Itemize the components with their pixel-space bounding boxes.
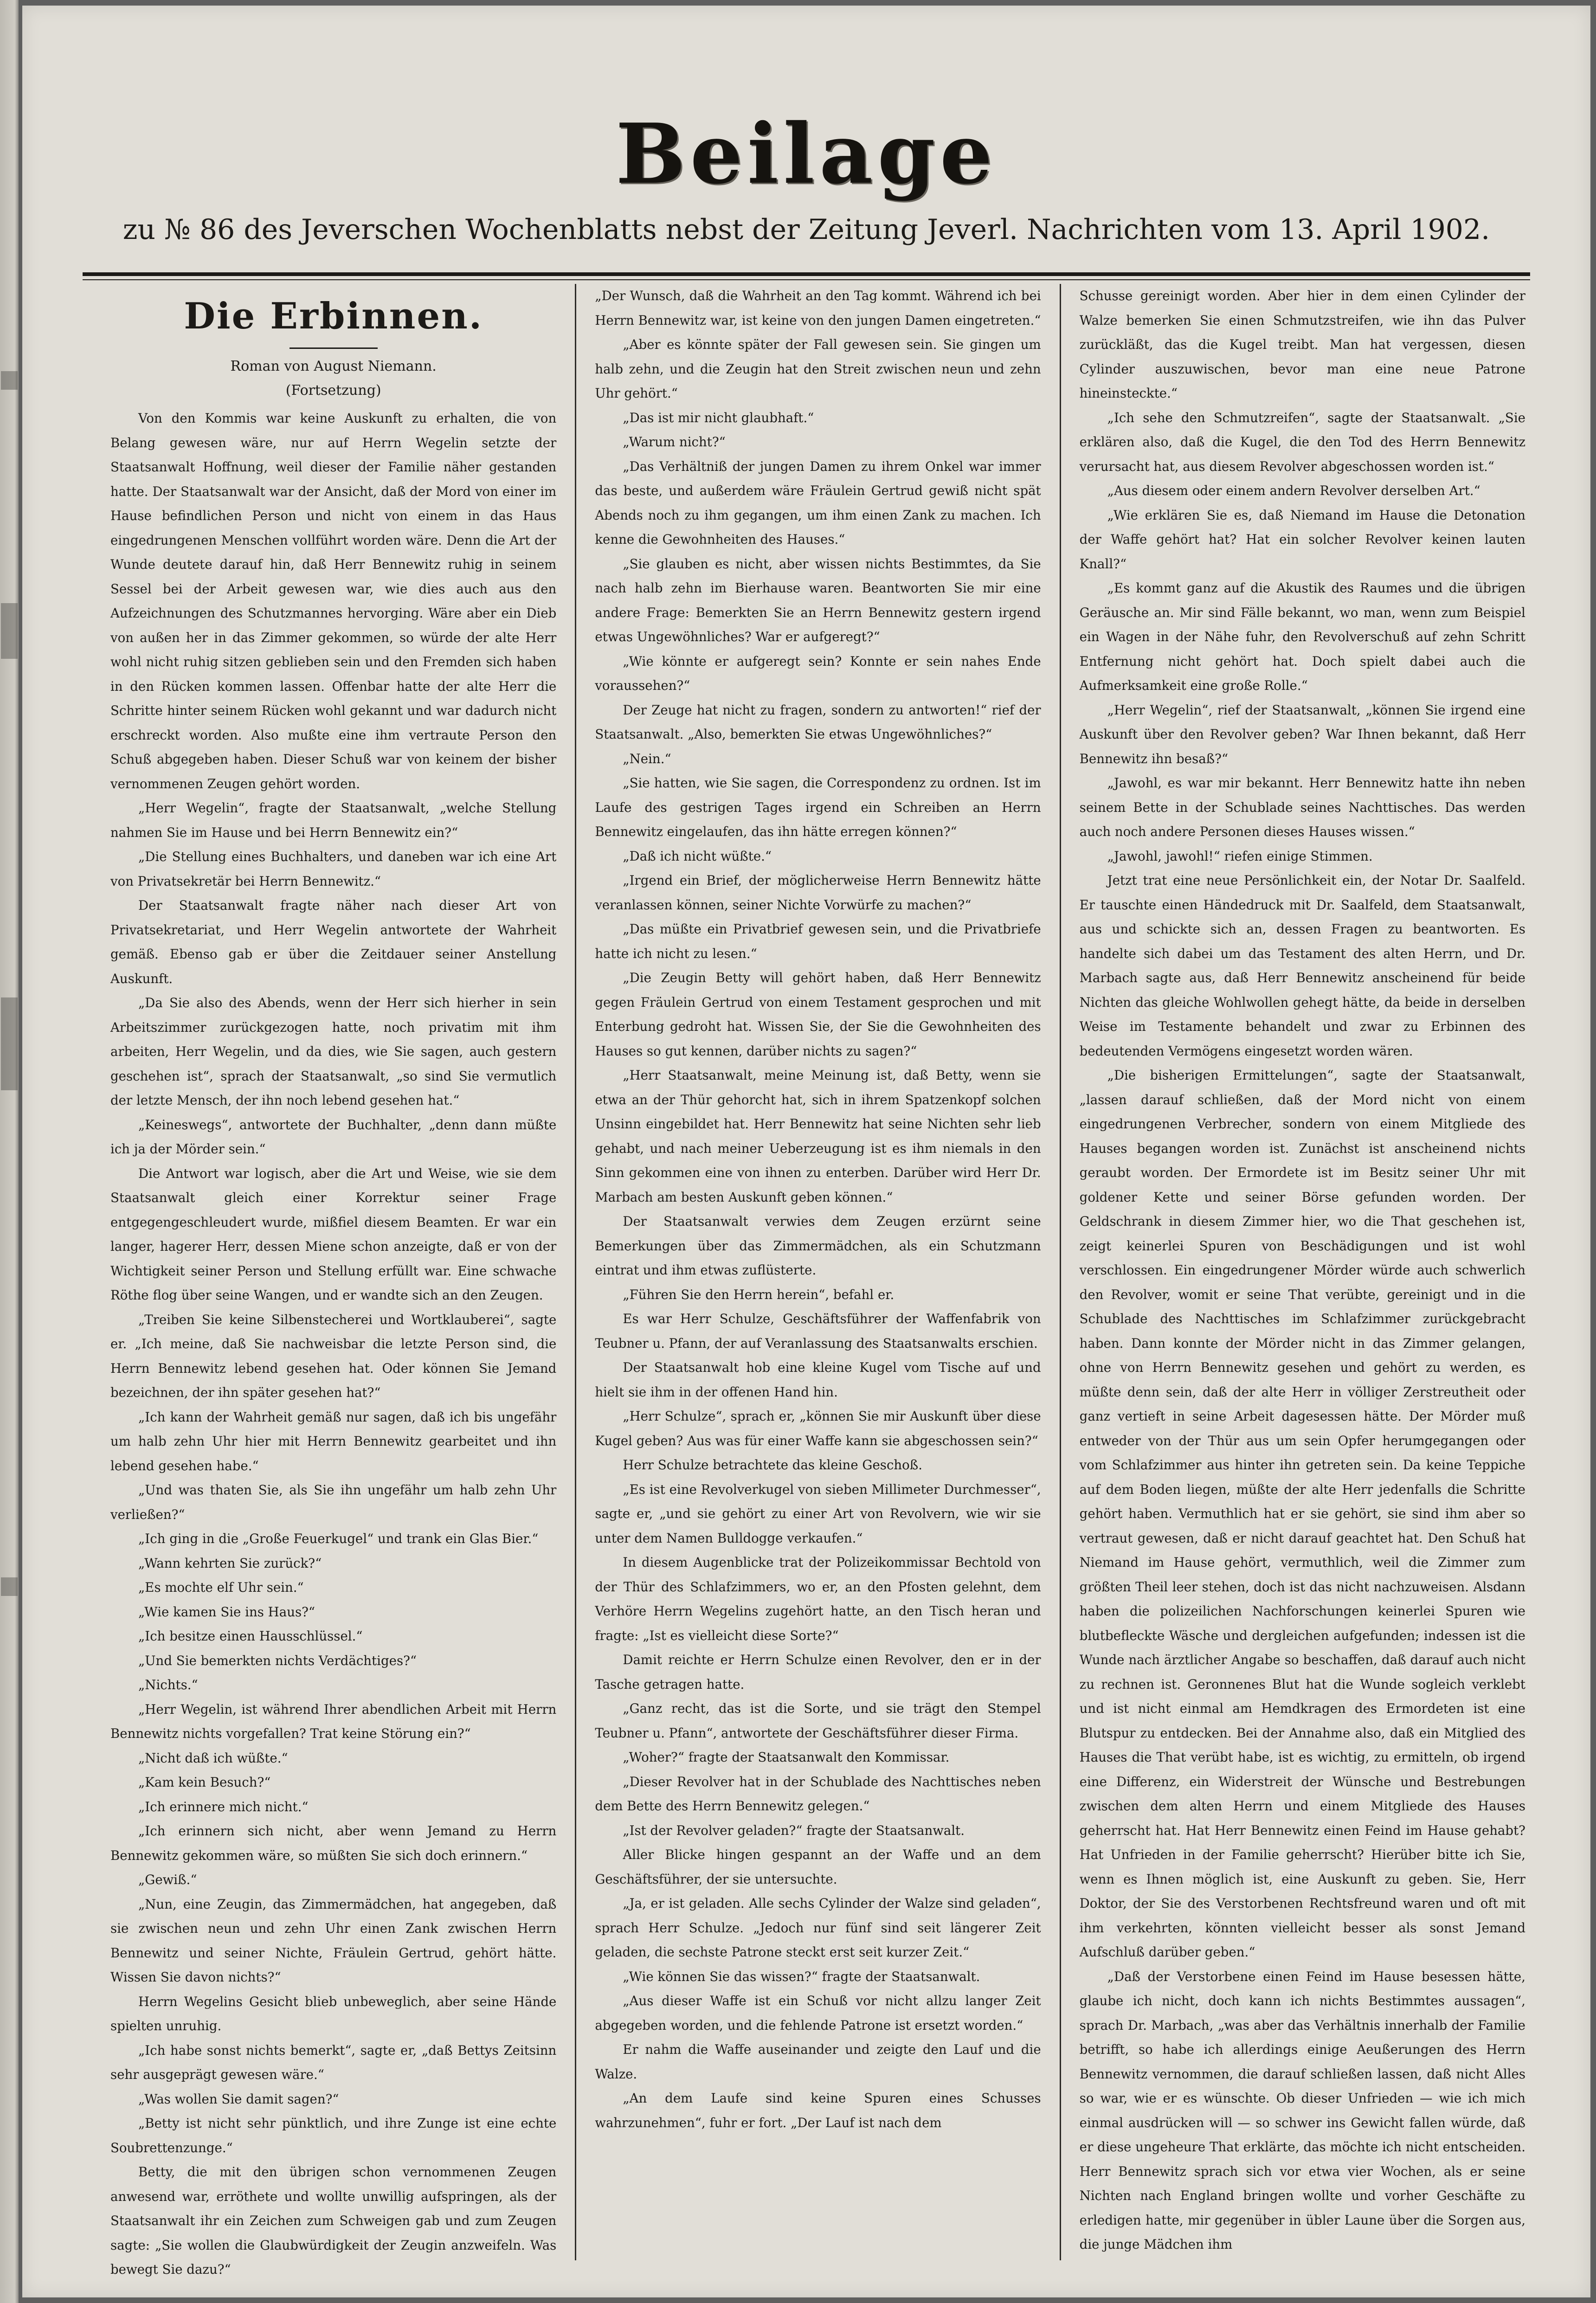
article-paragraph: „Betty ist nicht sehr pünktlich, und ihre Zunge ist eine echte Soubrettenzunge.“	[110, 2116, 557, 2155]
article-paragraph: „Die Stellung eines Buchhalters, und daneben war ich eine Art von Privatsekretär bei Herrn Bennewitz.“	[110, 849, 557, 889]
article-paragraph: „Kam kein Besuch?“	[138, 1775, 271, 1790]
article-paragraph: „Ich ging in die „Große Feuerkugel“ und trank ein Glas Bier.“	[138, 1531, 539, 1546]
page-edge-fragment	[1, 371, 18, 390]
article-paragraph: „Herr Wegelin, ist während Ihrer abendlichen Arbeit mit Herrn Bennewitz nichts vorgefallen? Trat keine Störung ein?“	[110, 1701, 557, 1741]
article-paragraph: Jetzt trat eine neue Persönlichkeit ein, der Notar Dr. Saalfeld. Er tauschte einen Händedruck mit Dr. Saalfeld, dem Staatsanwalt, aus und schickte sich an, dessen Fragen zu beantworten. Es handelte sich dabei um das Testament des alten Herrn, und Dr. Marbach sagte aus, daß Herr Bennewitz anscheinend für beide Nichten das gleiche Wohlwollen gehegt hätte, da beide in derselben Weise im Testamente behandelt und zwar zu Erbinnen des bedeutenden Vermögens eingesetzt worden wären.	[1079, 873, 1525, 1059]
article-paragraph: Der Staatsanwalt hob eine kleine Kugel vom Tische auf und hielt sie ihm in der offenen Hand hin.	[595, 1360, 1041, 1400]
issue-subline: zu № 86 des Jeverschen Wochenblatts nebst der Zeitung Jeverl. Nachrichten vom 13. April 1902.	[122, 213, 1490, 246]
page-edge-fragment	[1, 1577, 18, 1596]
page-header	[22, 6, 1590, 284]
article-paragraph: Der Zeuge hat nicht zu fragen, sondern zu antworten!“ rief der Staatsanwalt. „Also, bemerkten Sie etwas Ungewöhnliches?“	[595, 702, 1041, 742]
article-paragraph: „Wie kamen Sie ins Haus?“	[138, 1604, 315, 1620]
article-paragraph: „Ich sehe den Schmutzreifen“, sagte der Staatsanwalt. „Sie erklären also, daß die Kugel, die den Tod des Herrn Bennewitz verursacht hat, aus diesem Revolver abgeschossen worden ist.“	[1079, 410, 1525, 474]
title-rule	[290, 347, 378, 349]
article-paragraph: „Sie hatten, wie Sie sagen, die Correspondenz zu ordnen. Ist im Laufe des gestrigen Tages irgend ein Schreiben an Herrn Bennewitz eingelaufen, das ihn hätte erregen können?“	[595, 775, 1041, 839]
story-title: Die Erbinnen.	[184, 295, 483, 337]
header-rule-thin	[83, 279, 1530, 280]
text-column-3	[1060, 284, 1544, 2260]
text-column-1	[92, 284, 575, 2277]
article-paragraph: „Herr Staatsanwalt, meine Meinung ist, daß Betty, wenn sie etwa an der Thür gehorcht hat, sich in ihrem Spatzenkopf solchen Unsinn eingebildet hat. Herr Bennewitz hat seine Nichten sehr lieb gehabt, und nach meiner Ueberzeugung ist es ihm niemals in den Sinn gekommen eine von ihnen zu enterben. Darüber wird Herr Dr. Marbach am besten Auskunft geben können.“	[595, 1068, 1041, 1205]
article-paragraph: „Aus diesem oder einem andern Revolver derselben Art.“	[1107, 483, 1480, 498]
article-paragraph: „Und Sie bemerkten nichts Verdächtiges?“	[138, 1653, 417, 1668]
article-paragraph: Damit reichte er Herrn Schulze einen Revolver, den er in der Tasche getragen hatte.	[595, 1652, 1041, 1692]
article-paragraph: „Warum nicht?“	[623, 434, 726, 450]
article-paragraph: „Aber es könnte später der Fall gewesen sein. Sie gingen um halb zehn, und die Zeugin hat den Streit zwischen neun und zehn Uhr gehört.“	[595, 337, 1041, 401]
article-paragraph: „Ich kann der Wahrheit gemäß nur sagen, daß ich bis ungefähr um halb zehn Uhr hier mit Herrn Bennewitz gearbeitet und ihn lebend gesehen habe.“	[110, 1409, 557, 1473]
article-paragraph: „Das ist mir nicht glaubhaft.“	[623, 410, 814, 425]
article-paragraph: Der Staatsanwalt verwies dem Zeugen erzürnt seine Bemerkungen über das Zimmermädchen, als ein Schutzmann eintrat und ihm etwas zuflüsterte.	[595, 1214, 1041, 1278]
article-paragraph: „Die Zeugin Betty will gehört haben, daß Herr Bennewitz gegen Fräulein Gertrud von einem Testament gesprochen und mit Enterbung gedroht hat. Wissen Sie, der Sie die Gewohnheiten des Hauses so gut kennen, darüber nichts zu sagen?“	[595, 970, 1041, 1059]
article-paragraph: „Aus dieser Waffe ist ein Schuß vor nicht allzu langer Zeit abgegeben worden, und die fehlende Patrone ist ersetzt worden.“	[595, 1993, 1041, 2033]
newspaper-page	[22, 6, 1590, 2297]
article-paragraph: „Wie können Sie das wissen?“ fragte der Staatsanwalt.	[623, 1968, 980, 1984]
article-paragraph: „Gewiß.“	[138, 1872, 197, 1887]
article-paragraph: „Jawohl, jawohl!“ riefen einige Stimmen.	[1107, 848, 1373, 864]
article-paragraph: Er nahm die Waffe auseinander und zeigte den Lauf und die Walze.	[595, 2042, 1041, 2082]
article-paragraph: Betty, die mit den übrigen schon vernommenen Zeugen anwesend war, erröthete und wollte unwillig aufspringen, als der Staatsanwalt ihr ein Zeichen zum Schweigen gab und zum Zeugen sagte: „Sie wollen die Glaubwürdigkeit der Zeugin anzweifeln. Was bewegt Sie dazu?“	[110, 2164, 557, 2277]
article-paragraph: „Was wollen Sie damit sagen?“	[138, 2091, 339, 2107]
article-paragraph: „Dieser Revolver hat in der Schublade des Nachttisches neben dem Bette des Herrn Bennewitz gelegen.“	[595, 1774, 1041, 1814]
masthead-title: Beilage	[616, 105, 997, 202]
article-paragraph: Aller Blicke hingen gespannt an der Waffe und an dem Geschäftsführer, der sie untersuchte.	[595, 1847, 1041, 1887]
article-paragraph: Herr Schulze betrachtete das kleine Geschoß.	[623, 1457, 922, 1473]
article-paragraph: Es war Herr Schulze, Geschäftsführer der Waffenfabrik von Teubner u. Pfann, der auf Veranlassung des Staatsanwalts erschien.	[595, 1311, 1041, 1351]
article-paragraph: „Es mochte elf Uhr sein.“	[138, 1580, 304, 1595]
article-paragraph: „Daß ich nicht wüßte.“	[623, 848, 772, 864]
article-paragraph: Die Antwort war logisch, aber die Art und Weise, wie sie dem Staatsanwalt gleich einer Korrektur seiner Frage entgegengeschleudert wurde, mißfiel diesem Beamten. Er war ein langer, hagerer Herr, dessen Miene schon anzeigte, daß er von der Wichtigkeit seiner Person und Stellung erfüllt war. Eine schwache Röthe flog über seine Wangen, und er wandte sich an den Zeugen.	[110, 1165, 557, 1303]
article-paragraph: „Nein.“	[623, 751, 671, 766]
article-paragraph: „Daß der Verstorbene einen Feind im Hause besessen hätte, glaube ich nicht, doch kann ich nichts Bestimmtes aussagen“, sprach Dr. Marbach, „was aber das Verhältnis innerhalb der Familie betrifft, so habe ich allerdings einige Aeußerungen des Herrn Bennewitz vernommen, die darauf schließen lassen, daß nicht Alles so war, wie er es wünschte. Ob dieser Unfrieden — wie ich mich einmal ausdrücken will — so schwer ins Gewicht fallen würde, daß er diese ungeheure That erklärte, das möchte ich nicht entscheiden. Herr Bennewitz sprach sich vor etwa vier Wochen, als er seine Nichten nach England bringen wollte und vorher Geschäfte zu erledigen hatte, mir gegenüber in übler Laune über die Sorgen aus, die junge Mädchen ihm	[1079, 1968, 1525, 2252]
article-paragraph: „Und was thaten Sie, als Sie ihn ungefähr um halb zehn Uhr verließen?“	[110, 1482, 557, 1522]
article-paragraph: „Ist der Revolver geladen?“ fragte der Staatsanwalt.	[623, 1822, 965, 1838]
story-continuation: (Fortsetzung)	[285, 382, 381, 399]
article-paragraph: „Es ist eine Revolverkugel von sieben Millimeter Durchmesser“, sagte er, „und sie gehört zu einer Art von Revolvern, wie wir sie unter dem Namen Bulldogge verkaufen.“	[595, 1481, 1041, 1546]
article-paragraph: „Sie glauben es nicht, aber wissen nichts Bestimmtes, da Sie nach halb zehn im Bierhause waren. Beantworten Sie mir eine andere Frage: Bemerkten Sie an Herrn Bennewitz gestern irgend etwas Ungewöhnliches? War er aufgeregt?“	[595, 556, 1041, 644]
text-column-2	[575, 284, 1059, 2260]
article-paragraph: „Irgend ein Brief, der möglicherweise Herrn Bennewitz hätte veranlassen können, seiner Nichte Vorwürfe zu machen?“	[595, 873, 1041, 913]
article-columns	[92, 284, 1544, 2277]
article-paragraph: „Die bisherigen Ermittelungen“, sagte der Staatsanwalt, „lassen darauf schließen, daß der Mord nicht von einem eingedrungenen Verbrecher, sondern von einem Mitgliede des Hauses begangen worden ist. Zunächst ist anscheinend nichts geraubt worden. Der Ermordete ist im Besitz seiner Uhr mit goldener Kette und seiner Börse gefunden worden. Der Geldschrank in diesem Zimmer hier, wo die That geschehen ist, zeigt keinerlei Spuren von Beschädigungen und ist wohl verschlossen. Ein eingedrungener Mörder würde auch schwerlich den Revolver, womit er seine That verübte, gereinigt und in die Schublade des Nachttisches im Schlafzimmer zurückgebracht haben. Dann konnte der Mörder nicht in das Zimmer gelangen, ohne von Herrn Bennewitz gesehen und gehört zu werden, es müßte denn sein, daß der alte Herr in völliger Zerstreutheit oder ganz vertieft in seine Arbeit dagesessen hätte. Der Mörder muß entweder von der Thür aus um sein Opfer herumgegangen oder vom Schlafzimmer aus hinter ihn getreten sein. Da keine Teppiche auf dem Boden liegen, müßte der alte Herr jedenfalls die Schritte gehört haben. Vermuthlich hat er sie gehört, sie sind ihm aber so vertraut gewesen, daß er nicht darauf geachtet hat. Den Schuß hat Niemand im Hause gehört, vermuthlich, weil die Zimmer zum größten Theil leer stehen, doch ist das nicht nachzuweisen. Alsdann haben die polizeilichen Nachforschungen keinerlei Spuren wie blutbefleckte Wäsche und dergleichen aufgefunden; indessen ist die Wunde nach ärztlicher Angabe so beschaffen, daß darauf auch nicht zu rechnen ist. Geronnenes Blut hat die Wunde sogleich verklebt und ist nicht einmal am Hemdkragen des Ermordeten ist eine Blutspur zu entdecken. Bei der Annahme also, daß ein Mitglied des Hauses die That verübt habe, ist es wichtig, zu ermitteln, ob irgend eine Differenz, ein Widerstreit der Wünsche und Bestrebungen zwischen dem alten Herrn und einem Mitgliede des Hauses geherrscht hat. Hat Herr Bennewitz einen Feind im Hause gehabt? Hat Unfrieden in der Familie geherrscht? Hierüber bitte ich Sie, wenn es Ihnen möglich ist, eine Auskunft zu geben. Sie, Herr Doktor, der Sie des Verstorbenen Rechtsfreund waren und oft mit ihm verkehrten, könnten vielleicht besser als sonst Jemand Aufschluß darüber geben.“	[1079, 1068, 1525, 1960]
article-paragraph: „Nichts.“	[138, 1677, 198, 1692]
article-paragraph: „An dem Laufe sind keine Spuren eines Schusses wahrzunehmen“, fuhr er fort. „Der Lauf ist nach dem	[595, 2091, 1041, 2130]
article-paragraph: „Ich besitze einen Hausschlüssel.“	[138, 1628, 363, 1644]
article-paragraph: „Herr Wegelin“, fragte der Staatsanwalt, „welche Stellung nahmen Sie im Hause und bei Herrn Bennewitz ein?“	[110, 800, 557, 840]
article-paragraph: Herrn Wegelins Gesicht blieb unbeweglich, aber seine Hände spielten unruhig.	[110, 1994, 557, 2033]
header-rule	[83, 272, 1530, 276]
article-paragraph: „Ja, er ist geladen. Alle sechs Cylinder der Walze sind geladen“, sprach Herr Schulze. „Jedoch nur fünf sind seit längerer Zeit geladen, die sechste Patrone steckt erst seit kurzer Zeit.“	[595, 1896, 1041, 1960]
article-paragraph: „Es kommt ganz auf die Akustik des Raumes und die übrigen Geräusche an. Mir sind Fälle bekannt, wo man, wenn zum Beispiel ein Wagen in der Nähe fuhr, den Revolverschuß auf zehn Schritt Entfernung nicht gehört hat. Doch spielt dabei auch die Aufmerksamkeit eine große Rolle.“	[1079, 580, 1525, 693]
article-paragraph: Der Staatsanwalt fragte näher nach dieser Art von Privatsekretariat, und Herr Wegelin antwortete der Wahrheit gemäß. Ebenso gab er über die Zeitdauer seiner Anstellung Auskunft.	[110, 898, 557, 986]
previous-page-edge	[0, 0, 19, 2303]
article-paragraph: „Das Verhältniß der jungen Damen zu ihrem Onkel war immer das beste, und außerdem wäre Fräulein Gertrud gewiß nicht spät Abends noch zu ihm gegangen, um ihm einen Zank zu machen. Ich kenne die Gewohnheiten des Hauses.“	[595, 458, 1041, 547]
article-paragraph: „Ich erinnern sich nicht, aber wenn Jemand zu Herrn Bennewitz gekommen wäre, so müßten Sie sich doch erinnern.“	[110, 1823, 557, 1863]
article-paragraph: „Da Sie also des Abends, wenn der Herr sich hierher in sein Arbeitszimmer zurückgezogen hatte, noch privatim mit ihm arbeiten, Herr Wegelin, und da dies, wie Sie sagen, auch gestern geschehen ist“, sprach der Staatsanwalt, „so sind Sie vermutlich der letzte Mensch, der ihn noch lebend gesehen hat.“	[110, 995, 557, 1108]
page-edge-fragment	[1, 603, 18, 659]
article-paragraph: Von den Kommis war keine Auskunft zu erhalten, die von Belang gewesen wäre, nur auf Herrn Wegelin setzte der Staatsanwalt Hoffnung, weil dieser der Familie näher gestanden hatte. Der Staatsanwalt war der Ansicht, daß der Mord von einer im Hause befindlichen Person und nicht von einem in das Haus eingedrungenen Menschen vollführt worden wäre. Denn die Art der Wunde deutete darauf hin, daß Herr Bennewitz ruhig in seinem Sessel bei der Arbeit gewesen war, wie dies auch aus den Aufzeichnungen des Schutzmannes hervorging. Wäre aber ein Dieb von außen her in das Zimmer gekommen, so würde der alte Herr wohl nicht ruhig sitzen geblieben sein und den Fremden sich haben in den Rücken kommen lassen. Offenbar hatte der alte Herr die Schritte hinter seinem Rücken wohl gekannt und war dadurch nicht erschreckt worden. Also mußte eine ihm vertraute Person den Schuß abgegeben haben. Dieser Schuß war von keinem der bisher vernommenen Zeugen gehört worden.	[110, 411, 557, 791]
article-paragraph: „Woher?“ fragte der Staatsanwalt den Kommissar.	[623, 1750, 950, 1765]
story-heading	[110, 291, 556, 403]
page-edge-fragment	[1, 997, 18, 1090]
article-paragraph: „Keineswegs“, antwortete der Buchhalter, „denn dann müßte ich ja der Mörder sein.“	[110, 1117, 557, 1157]
article-paragraph: „Herr Schulze“, sprach er, „können Sie mir Auskunft über diese Kugel geben? Aus was für einer Waffe kann sie abgeschossen sein?“	[595, 1409, 1041, 1448]
article-paragraph: „Ich habe sonst nichts bemerkt“, sagte er, „daß Bettys Zeitsinn sehr ausgeprägt gewesen wäre.“	[110, 2042, 557, 2082]
article-paragraph: „Ganz recht, das ist die Sorte, und sie trägt den Stempel Teubner u. Pfann“, antwortete der Geschäftsführer dieser Firma.	[595, 1701, 1041, 1741]
article-paragraph: „Wie könnte er aufgeregt sein? Konnte er sein nahes Ende voraussehen?“	[595, 653, 1041, 693]
article-paragraph: „Treiben Sie keine Silbenstecherei und Wortklauberei“, sagte er. „Ich meine, daß Sie nachweisbar die letzte Person sind, die Herrn Bennewitz lebend gesehen hat. Oder können Sie Jemand bezeichnen, der ihn später gesehen hat?“	[110, 1312, 557, 1400]
article-paragraph: „Nicht daß ich wüßte.“	[138, 1750, 288, 1766]
article-paragraph: „Wie erklären Sie es, daß Niemand im Hause die Detonation der Waffe gehört hat? Hat ein solcher Revolver keinen lauten Knall?“	[1079, 507, 1525, 572]
article-paragraph: „Der Wunsch, daß die Wahrheit an den Tag kommt. Während ich bei Herrn Bennewitz war, ist keine von den jungen Damen eingetreten.“	[595, 288, 1041, 328]
article-paragraph: „Nun, eine Zeugin, das Zimmermädchen, hat angegeben, daß sie zwischen neun und zehn Uhr einen Zank zwischen Herrn Bennewitz und seiner Nichte, Fräulein Gertrud, gehört hätte. Wissen Sie davon nichts?“	[110, 1896, 557, 1985]
article-paragraph: „Das müßte ein Privatbrief gewesen sein, und die Privatbriefe hatte ich nicht zu lesen.“	[595, 921, 1041, 961]
article-paragraph: „Herr Wegelin“, rief der Staatsanwalt, „können Sie irgend eine Auskunft über den Revolver geben? War Ihnen bekannt, daß Herr Bennewitz ihn besaß?“	[1079, 702, 1525, 766]
story-byline: Roman von August Niemann.	[230, 358, 437, 374]
article-paragraph: „Ich erinnere mich nicht.“	[138, 1799, 309, 1814]
article-paragraph: „Wann kehrten Sie zurück?“	[138, 1555, 322, 1571]
article-paragraph: „Führen Sie den Herrn herein“, befahl er.	[623, 1287, 895, 1302]
article-paragraph: Schusse gereinigt worden. Aber hier in dem einen Cylinder der Walze bemerken Sie einen Schmutzstreifen, wie ihn das Pulver zurückläßt, das die Kugel treibt. Man hat vergessen, diesen Cylinder auszuwischen, bevor man eine neue Patrone hineinsteckte.“	[1079, 288, 1525, 401]
article-paragraph: In diesem Augenblicke trat der Polizeikommissar Bechtold von der Thür des Schlafzimmers, wo er, an den Pfosten gelehnt, dem Verhöre Herrn Wegelins zugehört hatte, an den Tisch heran und fragte: „Ist es vielleicht diese Sorte?“	[595, 1555, 1041, 1643]
article-paragraph: „Jawohl, es war mir bekannt. Herr Bennewitz hatte ihn neben seinem Bette in der Schublade seines Nachttisches. Das werden auch noch andere Personen dieses Hauses wissen.“	[1079, 775, 1525, 839]
